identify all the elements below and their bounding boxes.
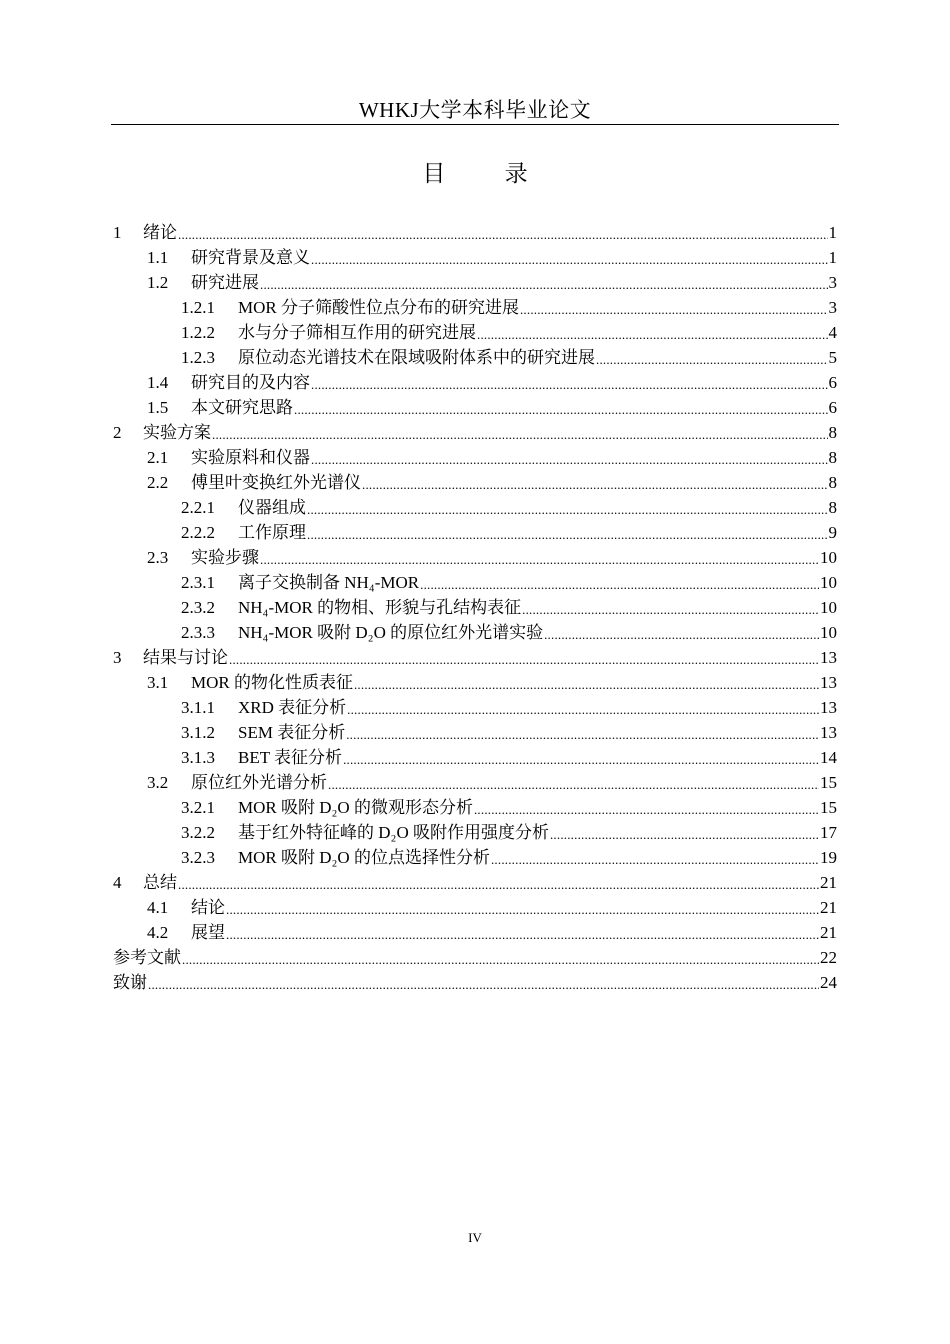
toc-dot-leader [362,476,828,494]
toc-dot-leader [307,526,828,544]
toc-entry-page: 22 [820,948,837,967]
toc-entry[interactable] [113,444,837,469]
toc-entry-title: NH₄-MOR 吸附 D₂O 的原位红外光谱实验 [238,623,544,642]
toc-entry-page: 13 [820,648,837,667]
toc-dot-leader [328,776,819,794]
toc-entry-title: 实验方案 [143,423,211,442]
toc-entry-page: 13 [820,698,837,717]
toc-dot-leader [294,401,828,419]
toc-entry-title: 研究进展 [191,273,259,292]
header-rule [111,124,839,125]
toc-entry-page: 1 [828,223,837,242]
toc-entry-number: 1.2.3 [181,348,215,367]
toc-dot-leader [178,226,828,244]
toc-entry-page: 5 [828,348,837,367]
toc-entry-page: 14 [820,748,837,767]
toc-entry[interactable] [113,419,837,444]
toc-entry-number: 1.4 [147,373,169,392]
toc-entry-page: 21 [820,873,837,892]
toc-entry-number: 3.1.2 [181,723,215,742]
toc-dot-leader [311,376,828,394]
toc-entry[interactable] [113,819,837,844]
toc-entry-page: 19 [820,848,837,867]
toc-entry-title: 致谢 [113,973,147,992]
toc-entry-page: 6 [828,373,837,392]
toc-entry[interactable] [113,594,837,619]
toc-entry-number: 3.1 [147,673,169,692]
toc-entry-page: 8 [828,473,837,492]
toc-dot-leader [474,801,819,819]
toc-entry-page: 10 [820,573,837,592]
toc-entry-page: 17 [820,823,837,842]
toc-entry-number: 2.3.2 [181,598,215,617]
toc-entry-number: 3.2.1 [181,798,215,817]
toc-dot-leader [307,501,828,519]
toc-entry-number: 3.2.3 [181,848,215,867]
toc-entry-number: 2.2.2 [181,523,215,542]
toc-entry[interactable] [113,669,837,694]
toc-dot-leader [550,826,819,844]
toc-dot-leader [354,676,819,694]
toc-entry-title: 结论 [191,898,225,917]
toc-entry[interactable] [113,569,837,594]
toc-entry-page: 10 [820,598,837,617]
toc-dot-leader [544,626,819,644]
toc-entry-title: 傅里叶变换红外光谱仪 [191,473,361,492]
toc-entry-title: 实验步骤 [191,548,259,567]
toc-entry[interactable] [113,644,837,669]
toc-entry-number: 2.3 [147,548,169,567]
page-number: IV [468,1230,482,1245]
toc-entry-title: 原位红外光谱分析 [191,773,327,792]
toc-entry-number: 1.5 [147,398,169,417]
toc-entry-page: 8 [828,423,837,442]
toc-entry[interactable] [113,244,837,269]
toc-dot-leader [522,601,819,619]
toc-entry-number: 2.3.1 [181,573,215,592]
toc-entry-number: 4 [113,873,122,892]
toc-entry-title: 原位动态光谱技术在限域吸附体系中的研究进展 [238,348,595,367]
toc-entry-page: 21 [820,923,837,942]
toc-dot-leader [148,976,819,994]
toc-entry-number: 4.2 [147,923,169,942]
toc-dot-leader [477,326,828,344]
toc-entry-title: 水与分子筛相互作用的研究进展 [238,323,476,342]
toc-entry-title: 研究目的及内容 [191,373,310,392]
toc-entry[interactable] [113,719,837,744]
toc-entry[interactable] [113,794,837,819]
toc-dot-leader [520,301,828,319]
toc-entry-page: 6 [828,398,837,417]
toc-dot-leader [420,576,819,594]
toc-entry-number: 4.1 [147,898,169,917]
toc-entry[interactable] [113,544,837,569]
toc-entry-title: 结果与讨论 [143,648,228,667]
toc-entry-number: 3.2 [147,773,169,792]
toc-entry[interactable] [113,744,837,769]
toc-entry-number: 2.3.3 [181,623,215,642]
table-of-contents [113,219,837,994]
toc-entry-title: SEM 表征分析 [238,723,346,742]
toc-dot-leader [311,251,828,269]
toc-entry[interactable] [113,919,837,944]
toc-entry-title: 总结 [143,873,177,892]
toc-dot-leader [491,851,819,869]
toc-entry-page: 4 [828,323,837,342]
toc-entry[interactable] [113,769,837,794]
toc-entry-number: 1.2.2 [181,323,215,342]
toc-entry[interactable] [113,294,837,319]
toc-dot-leader [212,426,828,444]
toc-entry-title: 仪器组成 [238,498,306,517]
toc-entry-page: 3 [828,298,837,317]
toc-entry[interactable] [113,344,837,369]
toc-entry-page: 13 [820,673,837,692]
toc-entry[interactable] [113,494,837,519]
toc-entry-page: 9 [828,523,837,542]
toc-entry[interactable] [113,469,837,494]
toc-dot-leader [347,701,819,719]
toc-entry-title: 离子交换制备 NH₄-MOR [238,573,420,592]
toc-entry-page: 3 [828,273,837,292]
toc-entry[interactable] [113,219,837,244]
toc-entry-title: BET 表征分析 [238,748,343,767]
toc-entry-title: NH₄-MOR 的物相、形貌与孔结构表征 [238,598,522,617]
toc-entry-title: 研究背景及意义 [191,248,310,267]
toc-entry-page: 8 [828,448,837,467]
toc-title: 目 录 [422,161,554,187]
toc-entry-page: 10 [820,623,837,642]
toc-entry[interactable] [113,269,837,294]
toc-dot-leader [343,751,819,769]
toc-entry-title: MOR 的物化性质表征 [191,673,353,692]
toc-entry-page: 13 [820,723,837,742]
toc-dot-leader [596,351,828,369]
toc-dot-leader [311,451,828,469]
toc-entry-title: 绪论 [143,223,177,242]
toc-entry-title: 参考文献 [113,948,181,967]
toc-entry-page: 1 [828,248,837,267]
toc-dot-leader [178,876,819,894]
toc-entry[interactable] [113,869,837,894]
toc-entry-number: 1.1 [147,248,169,267]
toc-entry-page: 10 [820,548,837,567]
toc-entry-number: 3 [113,648,122,667]
toc-entry-number: 2.1 [147,448,169,467]
toc-entry-page: 8 [828,498,837,517]
toc-dot-leader [260,276,828,294]
toc-entry-title: MOR 吸附 D₂O 的微观形态分析 [238,798,473,817]
toc-entry-page: 24 [820,973,837,992]
toc-entry-number: 2 [113,423,122,442]
toc-dot-leader [226,901,819,919]
toc-entry[interactable] [113,519,837,544]
toc-dot-leader [226,926,819,944]
toc-entry[interactable] [113,844,837,869]
toc-entry[interactable] [113,694,837,719]
toc-entry-title: MOR 吸附 D₂O 的位点选择性分析 [238,848,490,867]
toc-entry[interactable] [113,894,837,919]
toc-entry-number: 1.2 [147,273,169,292]
toc-entry-page: 21 [820,898,837,917]
toc-entry-page: 15 [820,798,837,817]
toc-dot-leader [346,726,819,744]
toc-entry-title: MOR 分子筛酸性位点分布的研究进展 [238,298,519,317]
toc-entry-title: 实验原料和仪器 [191,448,310,467]
toc-entry[interactable] [113,394,837,419]
toc-entry-page: 15 [820,773,837,792]
toc-dot-leader [260,551,819,569]
toc-entry[interactable] [113,319,837,344]
toc-entry-title: 本文研究思路 [191,398,293,417]
toc-entry-number: 1.2.1 [181,298,215,317]
toc-entry-number: 3.1.3 [181,748,215,767]
toc-entry-title: 展望 [191,923,225,942]
toc-entry-number: 1 [113,223,122,242]
toc-entry-title: 基于红外特征峰的 D₂O 吸附作用强度分析 [238,823,549,842]
toc-dot-leader [229,651,819,669]
toc-entry[interactable] [113,619,837,644]
toc-entry-number: 2.2.1 [181,498,215,517]
toc-entry-number: 2.2 [147,473,169,492]
toc-entry-number: 3.1.1 [181,698,215,717]
toc-dot-leader [182,951,819,969]
toc-entry[interactable] [113,369,837,394]
toc-entry-title: XRD 表征分析 [238,698,347,717]
toc-entry[interactable] [113,969,837,994]
running-header: WHKJ大学本科毕业论文 [358,98,592,122]
toc-entry[interactable] [113,944,837,969]
toc-entry-title: 工作原理 [238,523,306,542]
toc-entry-number: 3.2.2 [181,823,215,842]
